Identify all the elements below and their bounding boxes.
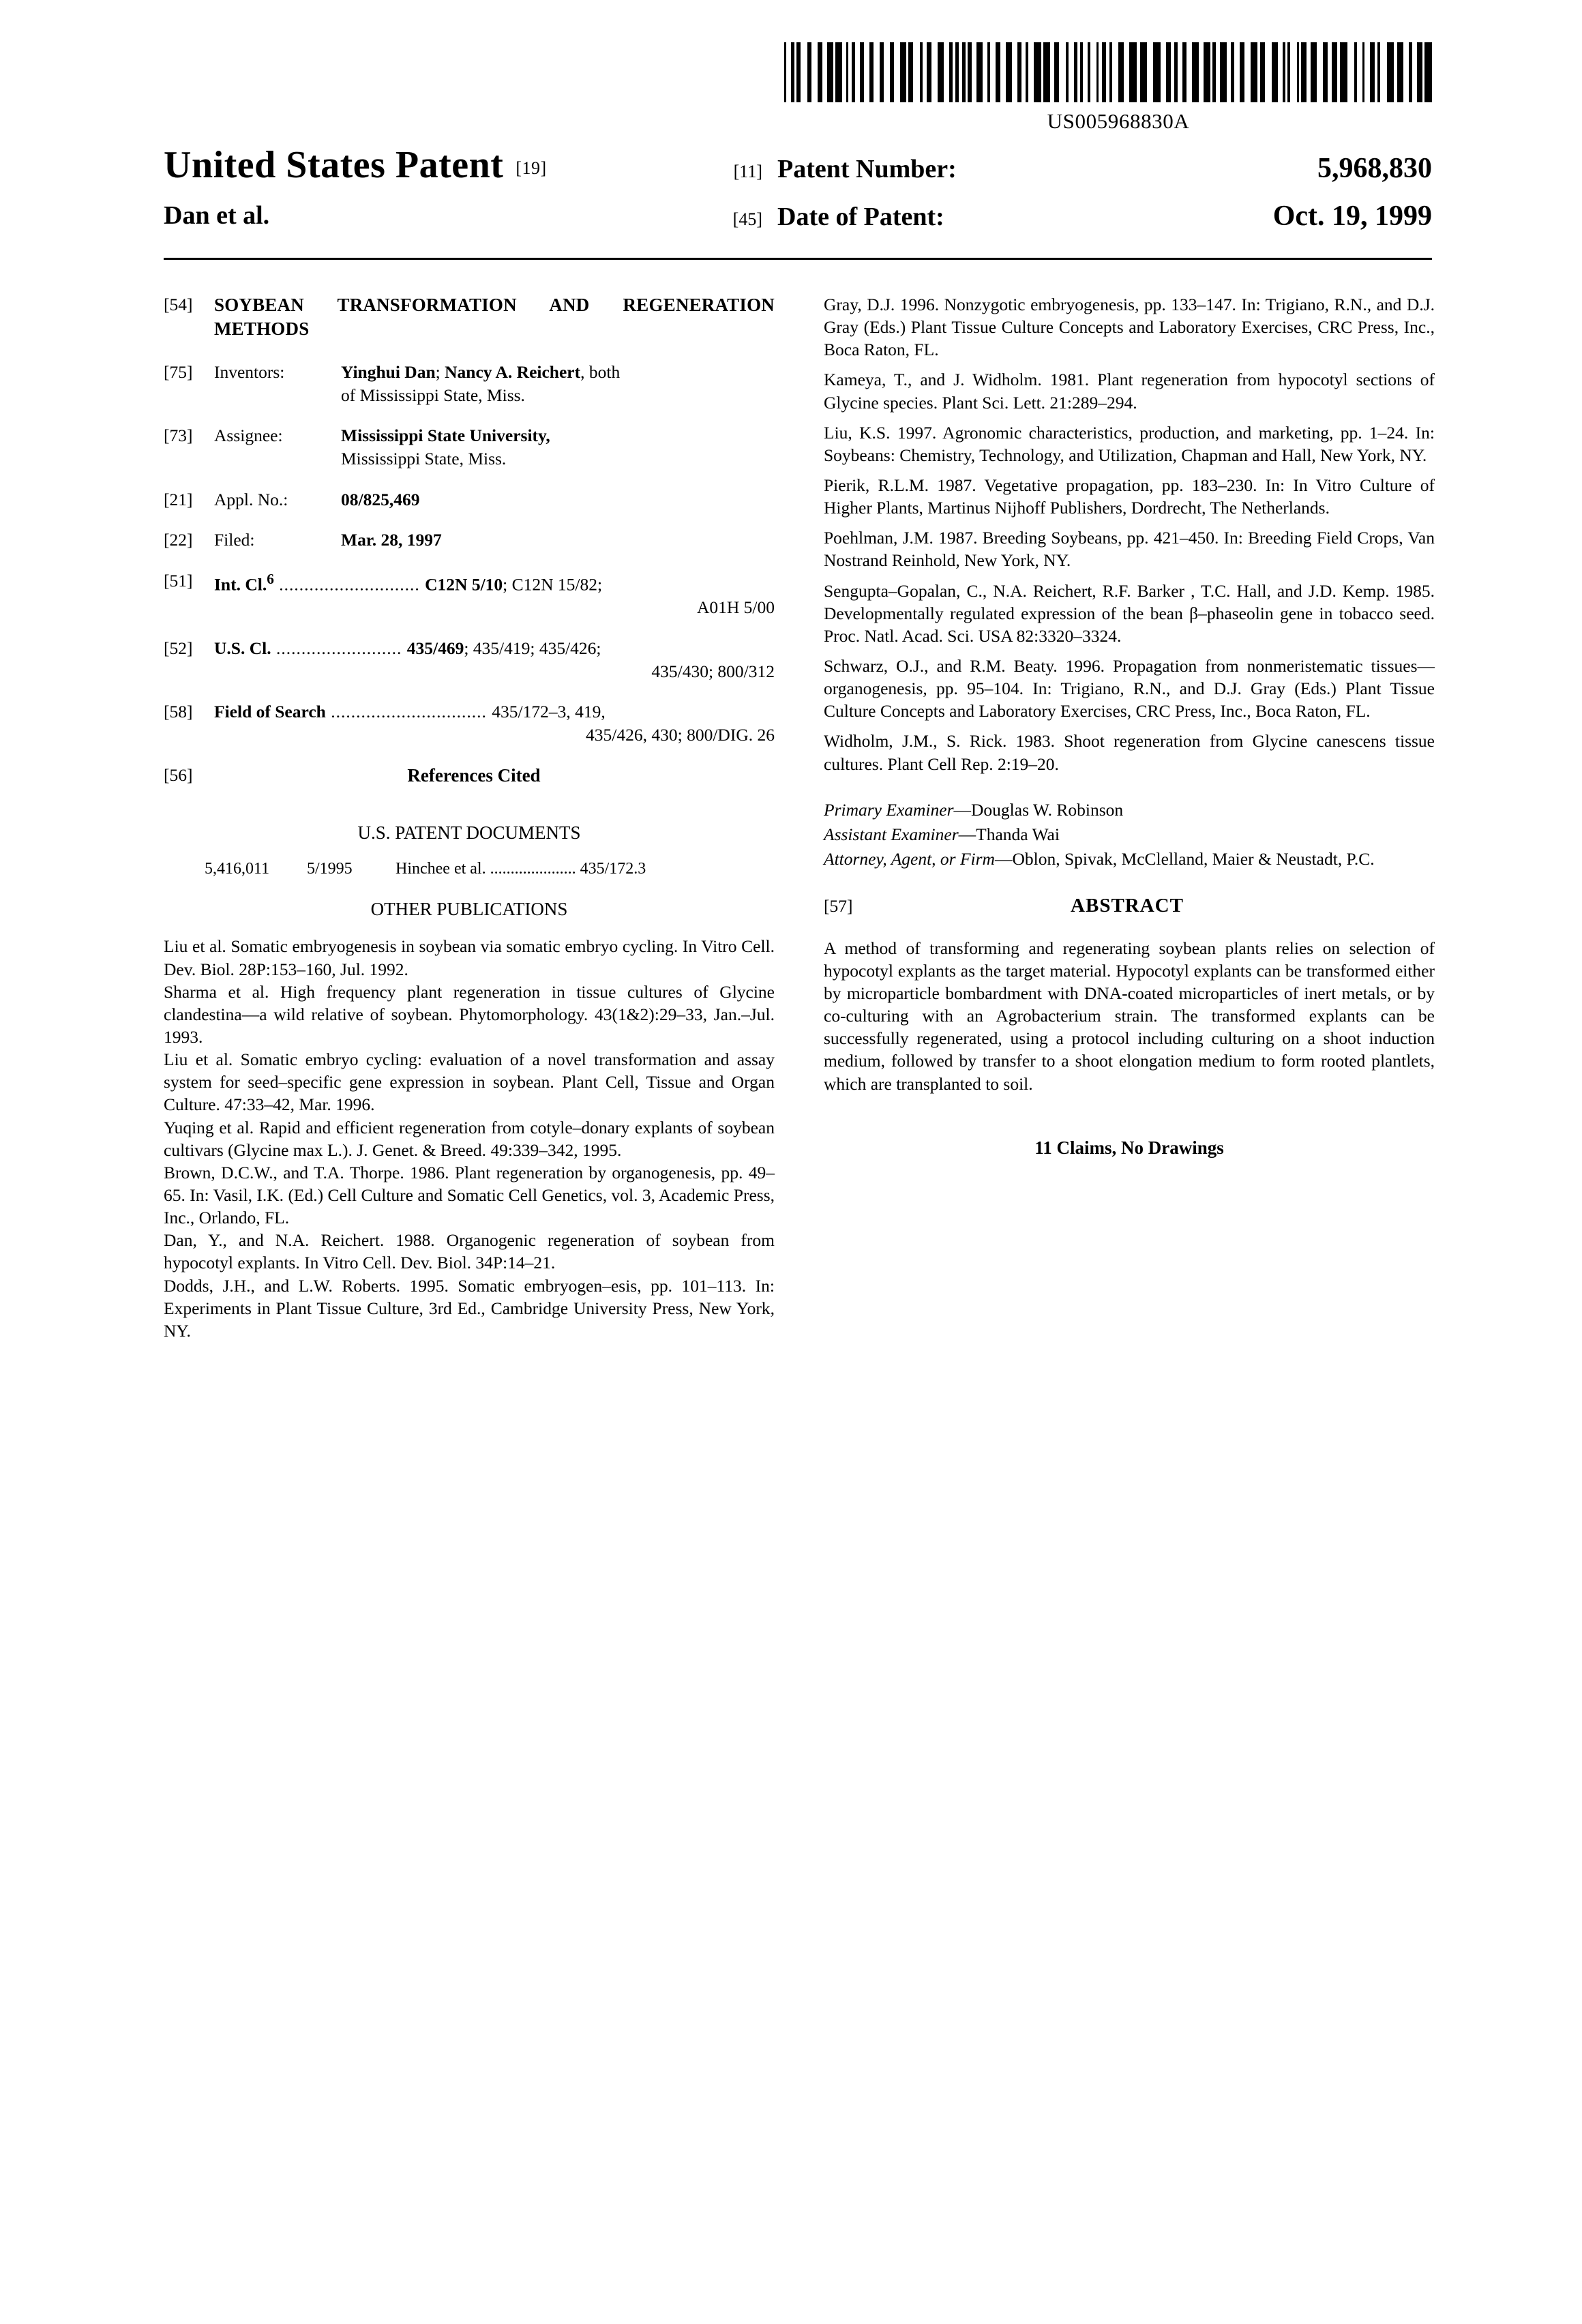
list-item: Liu et al. Somatic embryogenesis in soybean via somatic embryo cycling. In Vitro Cell. Dev. Biol. 28P:153–160, Jul. 1992. (164, 936, 775, 979)
us-cl-block (164, 637, 775, 683)
patent-number-value: 5,968,830 (1317, 153, 1432, 184)
int-cl-value (214, 569, 775, 619)
patent-office-title (164, 143, 702, 187)
left-publications-list (164, 935, 775, 1342)
invention-title: SOYBEAN TRANSFORMATION AND REGENERATION METHODS (214, 295, 775, 339)
list-item: Yuqing et al. Rapid and efficient regeneration from cotyle–donary explants of soybean cultivars (Glycine max L.). J. Genet. & Breed. 49:339–342, 1995. (164, 1117, 775, 1160)
list-item: Sengupta–Gopalan, C., N.A. Reichert, R.F. Barker , T.C. Hall, and J.D. Kemp. 1985. Developmentally regulated expression of the bean β–phaseolin gene in tobacco seed. Proc. Natl. Acad. Sci. USA 82:3320–3324. (824, 580, 1435, 646)
list-item: Widholm, J.M., S. Rick. 1983. Shoot regeneration from Glycine canescens tissue cultures. Plant Cell Rep. 2:19–20. (824, 731, 1435, 774)
inventors-code: [75] (164, 362, 193, 383)
assignee-name: Mississippi State University, (341, 426, 550, 446)
field-of-search-rest: 435/172–3, 419, (492, 702, 606, 722)
appl-no-value: 08/825,469 (341, 489, 420, 509)
inventors-key: Inventors: (214, 362, 285, 383)
assignee-key: Assignee: (214, 426, 283, 446)
int-cl-primary: C12N 5/10 (425, 574, 503, 595)
assignee-value (341, 424, 775, 470)
field-of-search-value (214, 700, 775, 746)
patent-office-title-text: United States Patent (164, 144, 504, 186)
filed-block (164, 528, 775, 552)
int-cl-superscript: 6 (267, 571, 274, 588)
inventors-location: of Mississippi State, Miss. (341, 385, 525, 405)
field-of-search-block (164, 700, 775, 746)
right-publications-list (824, 293, 1435, 775)
abstract-title: ABSTRACT (1071, 895, 1184, 917)
masthead-divider (164, 258, 1432, 260)
list-item: Liu et al. Somatic embryo cycling: evaluation of a novel transformation and assay system for seed–specific gene expression in soybean. Plant Cell, Tissue and Organ Culture. 47:33–42, Mar. 1996. (164, 1049, 775, 1115)
date-label: Date of Patent: (777, 203, 944, 231)
right-column (824, 293, 1435, 1342)
int-cl-key: Int. Cl. (214, 574, 267, 595)
patent-number-row (709, 152, 1432, 185)
references-cited-title-wrap (214, 764, 775, 803)
us-patent-date: 5/1995 (307, 860, 353, 878)
us-cl-primary: 435/469 (406, 638, 464, 658)
left-column (164, 293, 775, 1342)
int-cl-dots: ............................ (273, 574, 426, 595)
barcode-number: US005968830A (1047, 109, 1190, 133)
inventor-sep: ; (435, 362, 445, 383)
abstract-code: [57] (824, 896, 853, 917)
title-bracket-19: [19] (516, 158, 547, 179)
appl-no-block (164, 488, 775, 511)
assignee-location: Mississippi State, Miss. (341, 449, 507, 469)
primary-examiner-line (824, 799, 1435, 821)
date-of-patent-row (709, 200, 1432, 233)
patent-number-bracket: [11] (733, 162, 762, 181)
field-of-search-key: Field of Search (214, 702, 326, 722)
filed-code: [22] (164, 530, 193, 550)
us-patent-number: 5,416,011 (205, 860, 270, 878)
date-value: Oct. 19, 1999 (1272, 200, 1432, 232)
inventors-value (341, 361, 775, 406)
inventor-1: Yinghui Dan (341, 362, 436, 383)
us-cl-value (214, 637, 775, 683)
table-row (205, 859, 775, 880)
list-item: Dodds, J.H., and L.W. Roberts. 1995. Somatic embryogen–esis, pp. 101–113. In: Experiments in Plant Tissue Culture, 3rd Ed., Cambridge University Press, New York, NY. (164, 1275, 775, 1341)
masthead-right (702, 152, 1432, 248)
assistant-examiner-value: —Thanda Wai (958, 824, 1060, 844)
abstract-text: A method of transforming and regenerating soybean plants relies on selection of hypocotyl explants as the target material. Hypocotyl explants can be transformed either by microparticle bombardment with DNA-coated microparticles of inert metals, or by co-culturing with an Agrobacterium strain. The transformed explants can be successfully regenerated, using a protocol including culturing on a shoot induction medium, followed by transfer to a shoot elongation medium to form rooted plantlets, which are transplanted to soil. (824, 938, 1435, 1094)
body-columns (164, 293, 1435, 1342)
list-item: Pierik, R.L.M. 1987. Vegetative propagation, pp. 183–230. In: In Vitro Culture of Higher Plants, Martinus Nijhoff Publishers, Dordrecht, The Netherlands. (824, 475, 1435, 518)
filed-value: Mar. 28, 1997 (341, 530, 442, 550)
inventors-block (164, 361, 775, 406)
us-cl-dots: ......................... (271, 638, 407, 658)
invention-title-block (164, 293, 775, 340)
inventor-2: Nancy A. Reichert (445, 362, 581, 383)
references-cited-code: [56] (164, 765, 193, 786)
assistant-examiner-label: Assistant Examiner (824, 824, 959, 844)
references-cited-block (164, 764, 775, 803)
us-cl-key: U.S. Cl. (214, 638, 271, 658)
int-cl-block (164, 569, 775, 619)
us-patent-assignee-class: Hinchee et al. ..................... 435/172.3 (395, 860, 646, 878)
us-cl-rest: ; 435/419; 435/426; (464, 638, 601, 658)
masthead-left (164, 143, 702, 230)
date-bracket: [45] (732, 209, 762, 229)
primary-examiner-label: Primary Examiner (824, 799, 954, 820)
list-item: Gray, D.J. 1996. Nonzygotic embryogenesis, pp. 133–147. In: Trigiano, R.N., and D.J. Gray (Eds.) Plant Tissue Culture Concepts and Laboratory Exercises, CRC Press, Inc., Boca Raton, FL. (824, 295, 1435, 360)
list-item: Poehlman, J.M. 1987. Breeding Soybeans, pp. 421–450. In: Breeding Field Crops, Van Nostrand Reinhold, New York, NY. (824, 528, 1435, 571)
list-item: Brown, D.C.W., and T.A. Thorpe. 1986. Plant regeneration by organogenesis, pp. 49–65. In: Vasil, I.K. (Ed.) Cell Culture and Somatic Cell Genetics, vol. 3, Academic Press, Inc., Orlando, FL. (164, 1162, 775, 1228)
us-cl-line2: 435/430; 800/312 (651, 661, 775, 681)
abstract-heading (824, 893, 1435, 919)
claims-summary: 11 Claims, No Drawings (1034, 1137, 1224, 1158)
us-cl-code: [52] (164, 638, 193, 658)
list-item: Sharma et al. High frequency plant regeneration in tissue cultures of Glycine clandestina—a wild relative of soybean. Phytomorphology. 43(1&2):29–33, Jan.–Jul. 1993. (164, 981, 775, 1047)
attorney-line (824, 848, 1435, 870)
list-item: Dan, Y., and N.A. Reichert. 1988. Organogenic regeneration of soybean from hypocotyl explants. In Vitro Cell. Dev. Biol. 34P:14–21. (164, 1230, 775, 1273)
int-cl-code: [51] (164, 571, 193, 591)
field-of-search-dots: ............................... (325, 702, 492, 722)
examiner-block (824, 799, 1435, 870)
filed-key: Filed: (214, 530, 255, 550)
barcode-block (784, 42, 1466, 134)
int-cl-rest: ; C12N 15/82; (503, 574, 603, 595)
list-item: Schwarz, O.J., and R.M. Beaty. 1996. Propagation from nonmeristematic tissues—organogenesis, pp. 95–104. In: Trigiano, R.N., and D.J. Gray (Eds.) Plant Tissue Culture Concepts and Laboratory Exercises, CRC Press, Inc., Boca Raton, FL. (824, 655, 1435, 721)
assignee-block (164, 424, 775, 470)
inventor-short-name: Dan et al. (164, 201, 270, 230)
masthead (164, 143, 1432, 248)
assistant-examiner-line (824, 823, 1435, 846)
attorney-label: Attorney, Agent, or Firm (824, 848, 995, 869)
us-patent-documents-title: U.S. PATENT DOCUMENTS (357, 822, 581, 844)
barcode-image (784, 42, 1452, 102)
field-of-search-line2: 435/426, 430; 800/DIG. 26 (586, 724, 775, 745)
references-cited-title: References Cited (407, 765, 541, 786)
field-of-search-code: [58] (164, 702, 193, 722)
inventor-tail: , both (580, 362, 621, 383)
attorney-value: —Oblon, Spivak, McClelland, Maier & Neustadt, P.C. (994, 848, 1375, 869)
us-patent-documents-list (164, 859, 775, 880)
assignee-code: [73] (164, 426, 193, 446)
appl-no-key: Appl. No.: (214, 489, 288, 509)
invention-title-code: [54] (164, 295, 193, 314)
patent-number-label: Patent Number: (777, 155, 957, 183)
appl-no-code: [21] (164, 489, 193, 509)
primary-examiner-value: —Douglas W. Robinson (953, 799, 1124, 820)
list-item: Liu, K.S. 1997. Agronomic characteristics, production, and marketing, pp. 1–24. In: Soybeans: Chemistry, Technology, and Utilization, Chapman and Hall, New York, NY. (824, 422, 1435, 465)
list-item: Kameya, T., and J. Widholm. 1981. Plant regeneration from hypocotyl sections of Glycine species. Plant Sci. Lett. 21:289–294. (824, 370, 1435, 413)
int-cl-line2: A01H 5/00 (696, 597, 775, 618)
other-publications-title: OTHER PUBLICATIONS (370, 899, 568, 920)
